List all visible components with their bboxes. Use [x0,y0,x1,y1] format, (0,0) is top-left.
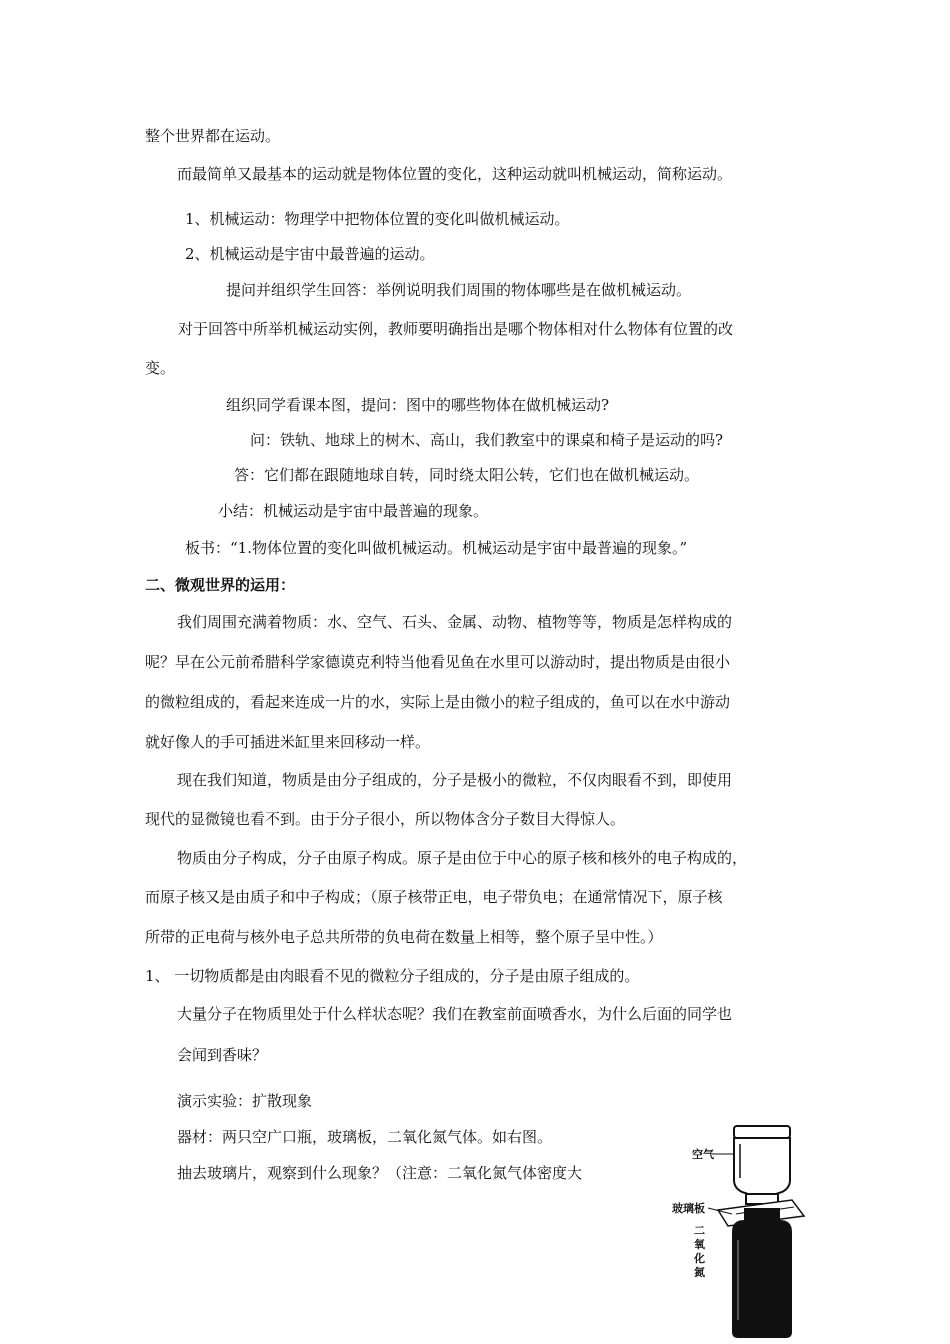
label-no2: 二氧化氮 [694,1224,705,1279]
list-item: 1、 一切物质都是由肉眼看不见的微粒分子组成的，分子是由原子组成的。 [145,967,640,985]
paragraph-line: 大量分子在物质里处于什么样状态呢？我们在教室前面喷香水，为什么后面的同学也 [177,1005,733,1023]
list-item: 2、机械运动是宇宙中最普遍的运动。 [185,245,435,263]
paragraph-line: 而原子核又是由质子和中子构成；（原子核带正电，电子带负电；在通常情况下，原子核 [145,888,723,906]
paragraph-line: 现在我们知道，物质是由分子组成的，分子是极小的微粒，不仅肉眼看不到，即使用 [177,771,733,789]
summary-line: 小结：机械运动是宇宙中最普遍的现象。 [218,502,489,520]
diffusion-experiment-figure [672,1120,822,1342]
paragraph-line: 的微粒组成的，看起来连成一片的水，实际上是由微小的粒子组成的，鱼可以在水中游动 [145,693,731,711]
paragraph-line: 整个世界都在运动。 [145,127,281,145]
paragraph-line: 演示实验：扩散现象 [177,1092,313,1110]
list-item: 1、机械运动：物理学中把物体位置的变化叫做机械运动。 [185,210,570,228]
answer-line: 答：它们都在跟随地球自转，同时绕太阳公转，它们也在做机械运动。 [234,466,700,484]
paragraph-line: 提问并组织学生回答：举例说明我们周围的物体哪些是在做机械运动。 [226,281,692,299]
paragraph-line: 对于回答中所举机械运动实例，教师要明确指出是哪个物体相对什么物体有位置的改 [178,320,734,338]
paragraph-line: 会闻到香味？ [177,1046,268,1064]
board-note: 板书：“1.物体位置的变化叫做机械运动。机械运动是宇宙中最普遍的现象。” [185,539,688,557]
paragraph-line: 呢？早在公元前希腊科学家德谟克利特当他看见鱼在水里可以游动时，提出物质是由很小 [145,653,731,671]
paragraph-line: 组织同学看课本图，提问：图中的哪些物体在做机械运动? [226,396,610,414]
paragraph-line: 器材：两只空广口瓶，玻璃板，二氧化氮气体。如右图。 [177,1128,553,1146]
label-air: 空气 [692,1148,714,1161]
question-line: 问：铁轨、地球上的树木、高山，我们教室中的课桌和椅子是运动的吗? [250,431,724,449]
paragraph-line: 我们周围充满着物质：水、空气、石头、金属、动物、植物等等，物质是怎样构成的 [177,613,733,631]
paragraph-line: 就好像人的手可插进米缸里来回移动一样。 [145,733,431,751]
paragraph-line: 而最简单又最基本的运动就是物体位置的变化，这种运动就叫机械运动，简称运动。 [177,165,733,183]
paragraph-line: 抽去玻璃片，观察到什么现象？（注意：二氧化氮气体密度大 [177,1164,583,1182]
paragraph-line: 物质由分子构成，分子由原子构成。原子是由位于中心的原子核和核外的电子构成的， [177,849,748,867]
paragraph-line: 变。 [145,359,176,377]
paragraph-line: 现代的显微镜也看不到。由于分子很小，所以物体含分子数目大得惊人。 [145,810,626,828]
label-glass-plate: 玻璃板 [672,1202,705,1215]
section-heading: 二、微观世界的运用： [145,576,296,594]
paragraph-line: 所带的正电荷与核外电子总共所带的负电荷在数量上相等，整个原子呈中性。） [145,928,663,946]
